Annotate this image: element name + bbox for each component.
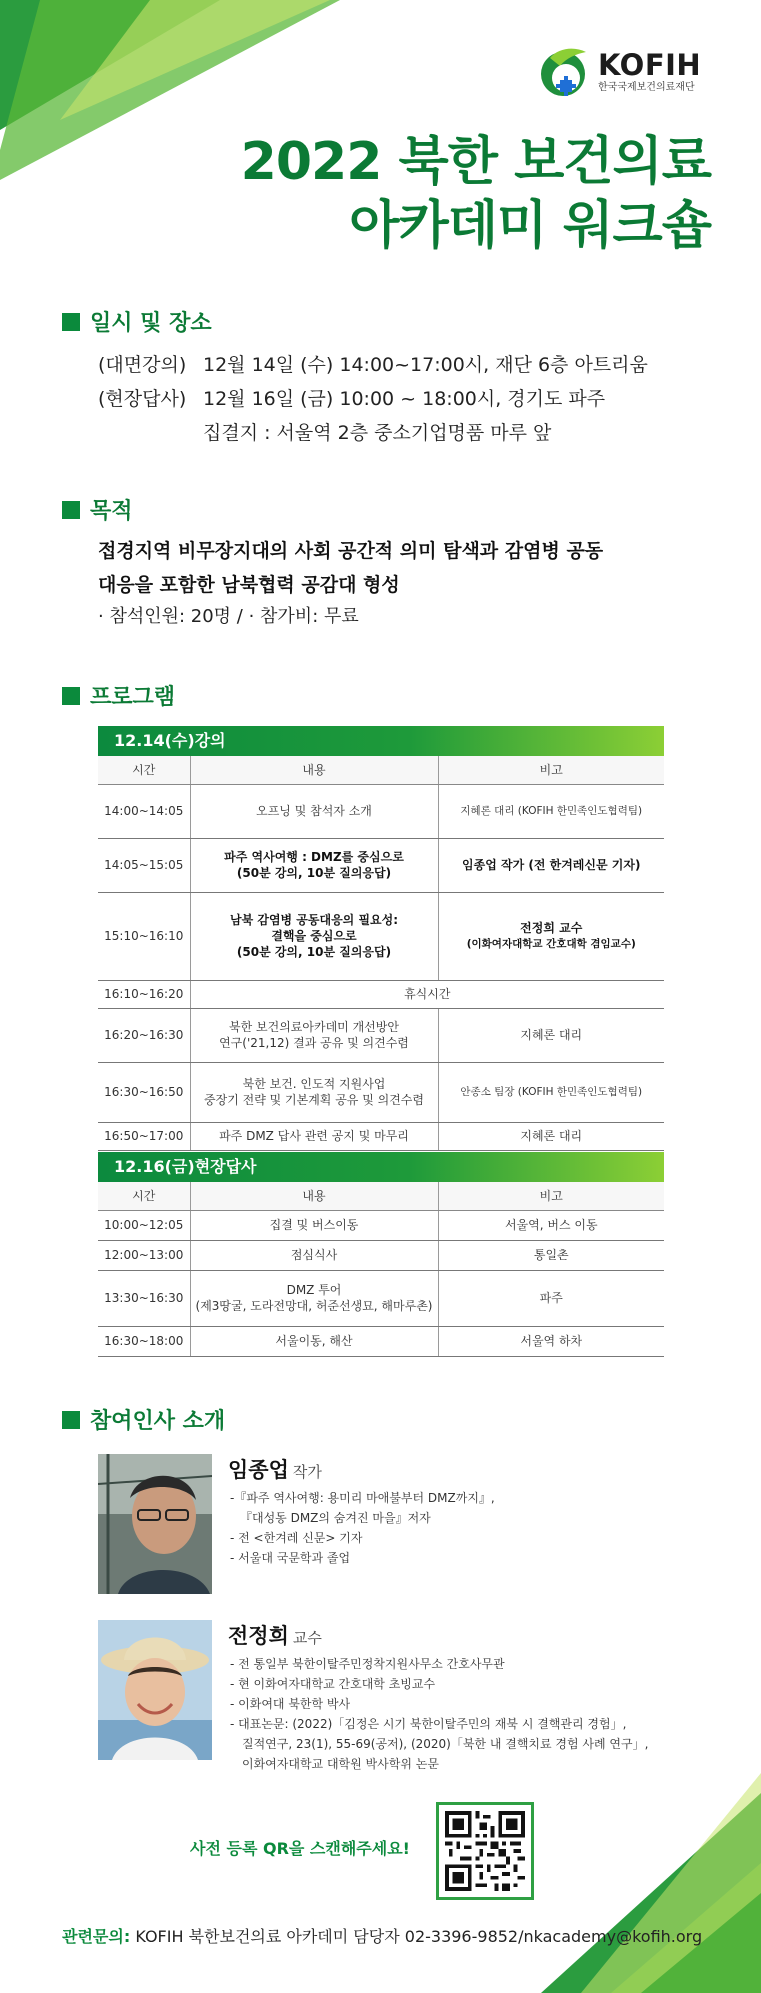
bio-line: - 대표논문: (2022)「김정은 시기 북한이탈주민의 재북 시 결핵관리 경험」,	[230, 1717, 627, 1731]
bio-line: - 이화여대 북한학 박사	[230, 1697, 351, 1711]
content-cell: 서울이동, 해산	[190, 1326, 438, 1356]
page-title	[241, 130, 711, 258]
column-header: 비고	[438, 1182, 664, 1210]
contact-label: 관련문의:	[62, 1927, 131, 1946]
time-cell: 16:20~16:30	[98, 1008, 190, 1062]
speaker-name-text: 전정희	[228, 1624, 289, 1648]
table-row	[98, 1240, 664, 1270]
bio-line: - 현 이화여자대학교 간호대학 초빙교수	[230, 1677, 436, 1691]
title-line-1: 2022 북한 보건의료	[240, 132, 711, 192]
note-cell: 안종소 팀장 (KOFIH 한민족인도협력팀)	[438, 1062, 664, 1122]
content-line: DMZ 투어	[286, 1283, 342, 1297]
content-cell	[190, 1008, 438, 1062]
time-cell: 16:50~17:00	[98, 1122, 190, 1150]
time-cell: 14:05~15:05	[98, 838, 190, 892]
time-cell: 16:10~16:20	[98, 980, 190, 1008]
table-row	[98, 1326, 664, 1356]
table-header-row	[98, 756, 664, 784]
table-row	[98, 980, 664, 1008]
content-cell: 휴식시간	[190, 980, 664, 1008]
table-header-row	[98, 1182, 664, 1210]
speaker-name-text: 임종업	[228, 1458, 289, 1482]
speaker-photo-2	[98, 1620, 212, 1760]
table-row	[98, 892, 664, 980]
day1-bar: 12.14(수)강의	[98, 726, 664, 756]
note-cell: 지혜론 대리	[438, 1008, 664, 1062]
time-cell: 14:00~14:05	[98, 784, 190, 838]
bio-line: -『파주 역사여행: 용미리 마애불부터 DMZ까지』,	[230, 1491, 495, 1505]
schedule-row	[98, 382, 648, 416]
speaker-bio-1	[230, 1488, 495, 1568]
time-cell: 16:30~18:00	[98, 1326, 190, 1356]
schedule-label: (대면강의)	[98, 354, 187, 376]
schedule-value: 집결지 : 서울역 2층 중소기업명품 마루 앞	[203, 422, 552, 444]
time-cell: 10:00~12:05	[98, 1210, 190, 1240]
content-cell: 점심식사	[190, 1240, 438, 1270]
content-cell: 파주 DMZ 답사 관련 공지 및 마무리	[190, 1122, 438, 1150]
time-cell: 16:30~16:50	[98, 1062, 190, 1122]
day2-table	[98, 1182, 664, 1357]
note-cell: 임종업 작가 (전 한겨레신문 기자)	[438, 838, 664, 892]
bullet-square-icon	[62, 501, 80, 519]
bio-line: 『대성동 DMZ의 숨겨진 마을』저자	[240, 1511, 431, 1525]
note-cell	[438, 892, 664, 980]
speaker-name-1	[228, 1454, 322, 1484]
logo-name: KOFIH	[598, 48, 702, 82]
bio-line: - 서울대 국문학과 졸업	[230, 1551, 351, 1565]
purpose-text	[98, 534, 603, 602]
qr-code-icon	[445, 1811, 525, 1891]
table-row	[98, 1008, 664, 1062]
column-header: 비고	[438, 756, 664, 784]
schedule-info	[98, 348, 648, 450]
content-cell	[190, 1062, 438, 1122]
time-cell: 15:10~16:10	[98, 892, 190, 980]
speaker-role: 작가	[292, 1463, 322, 1481]
note-line: (이화여자대학교 간호대학 겸임교수)	[466, 938, 636, 950]
schedule-row	[98, 416, 648, 450]
table-row	[98, 1122, 664, 1150]
purpose-heading	[62, 494, 133, 525]
content-line: (제3땅굴, 도라전망대, 허준선생묘, 해마루촌)	[195, 1299, 433, 1313]
content-line: 북한 보건. 인도적 지원사업	[242, 1077, 386, 1091]
time-cell: 12:00~13:00	[98, 1240, 190, 1270]
schedule-value: 12월 16일 (금) 10:00 ~ 18:00시, 경기도 파주	[203, 388, 606, 410]
bio-line: 질적연구, 23(1), 55-69(공저), (2020)「북한 내 결핵치료 경험 사례 연구」,	[242, 1737, 649, 1751]
table-row	[98, 784, 664, 838]
column-header: 내용	[190, 756, 438, 784]
note-line: 전정희 교수	[520, 921, 583, 935]
bio-line: - 전 통일부 북한이탈주민정착지원사무소 간호사무관	[230, 1657, 505, 1671]
note-cell: 서울역 하차	[438, 1326, 664, 1356]
column-header: 시간	[98, 756, 190, 784]
content-line: 연구('21,12) 결과 공유 및 의견수렴	[219, 1036, 409, 1050]
contact-text[interactable]: KOFIH 북한보건의료 아카데미 담당자 02-3396-9852/nkacademy@kofih.org	[135, 1927, 703, 1946]
speaker-name-2	[228, 1620, 322, 1650]
content-line: (50분 강의, 10분 질의응답)	[236, 866, 392, 880]
note-cell: 지혜론 대리	[438, 1122, 664, 1150]
table-row	[98, 1210, 664, 1240]
bio-line: - 전 <한겨레 신문> 기자	[230, 1531, 363, 1545]
content-line: 결핵을 중심으로	[271, 929, 357, 943]
purpose-line-1: 접경지역 비무장지대의 사회 공간적 의미 탐색과 감염병 공동	[98, 540, 604, 562]
bullet-square-icon	[62, 313, 80, 331]
content-cell	[190, 892, 438, 980]
schedule-value: 12월 14일 (수) 14:00~17:00시, 재단 6층 아트리움	[203, 354, 648, 376]
content-cell	[190, 1270, 438, 1326]
purpose-line-2: 대응을 포함한 남북협력 공감대 형성	[98, 574, 400, 596]
time-cell: 13:30~16:30	[98, 1270, 190, 1326]
bullet-square-icon	[62, 1411, 80, 1429]
content-cell: 오프닝 및 참석자 소개	[190, 784, 438, 838]
qr-prompt: 사전 등록 QR을 스캔해주세요!	[190, 1839, 410, 1858]
registration-qr-code[interactable]	[436, 1802, 534, 1900]
table-row	[98, 838, 664, 892]
contact-info	[62, 1924, 702, 1947]
speaker-role: 교수	[292, 1629, 322, 1647]
kofih-logo	[536, 44, 701, 100]
program-heading	[62, 680, 175, 711]
speaker-photo-1	[98, 1454, 212, 1594]
table-row	[98, 1270, 664, 1326]
schedule-label	[98, 416, 203, 450]
schedule-label: (현장답사)	[98, 388, 187, 410]
purpose-heading-label: 목적	[90, 499, 133, 524]
column-header: 시간	[98, 1182, 190, 1210]
content-line: 남북 감염병 공동대응의 필요성:	[229, 913, 399, 927]
note-cell: 파주	[438, 1270, 664, 1326]
column-header: 내용	[190, 1182, 438, 1210]
speaker-bio-2	[230, 1654, 648, 1774]
content-line: 파주 역사여행 : DMZ를 중심으로	[224, 850, 404, 864]
content-cell	[190, 838, 438, 892]
note-cell: 서울역, 버스 이동	[438, 1210, 664, 1240]
program-heading-label: 프로그램	[90, 685, 176, 710]
corner-decoration-bottom-right	[521, 1773, 761, 1993]
speakers-heading-label: 참여인사 소개	[90, 1409, 226, 1434]
purpose-details: · 참석인원: 20명 / · 참가비: 무료	[98, 606, 359, 627]
content-line: (50분 강의, 10분 질의응답)	[236, 945, 392, 959]
note-cell: 통일촌	[438, 1240, 664, 1270]
bio-line: 이화여자대학교 대학원 박사학위 논문	[242, 1757, 439, 1771]
speakers-heading	[62, 1404, 225, 1435]
content-line: 북한 보건의료아카데미 개선방안	[229, 1020, 399, 1034]
day2-bar: 12.16(금)현장답사	[98, 1152, 664, 1182]
day1-table	[98, 756, 664, 1151]
content-cell: 집결 및 버스이동	[190, 1210, 438, 1240]
table-row	[98, 1062, 664, 1122]
schedule-heading	[62, 306, 212, 337]
bullet-square-icon	[62, 687, 80, 705]
schedule-row	[98, 348, 648, 382]
schedule-heading-label: 일시 및 장소	[90, 311, 212, 336]
note-cell: 지혜론 대리 (KOFIH 한민족인도협력팀)	[438, 784, 664, 838]
content-line: 중장기 전략 및 기본계획 공유 및 의견수렴	[204, 1093, 424, 1107]
title-line-2: 아카데미 워크숍	[349, 196, 711, 256]
logo-subtitle: 한국국제보건의료재단	[598, 82, 695, 93]
kofih-emblem-icon	[536, 44, 592, 100]
